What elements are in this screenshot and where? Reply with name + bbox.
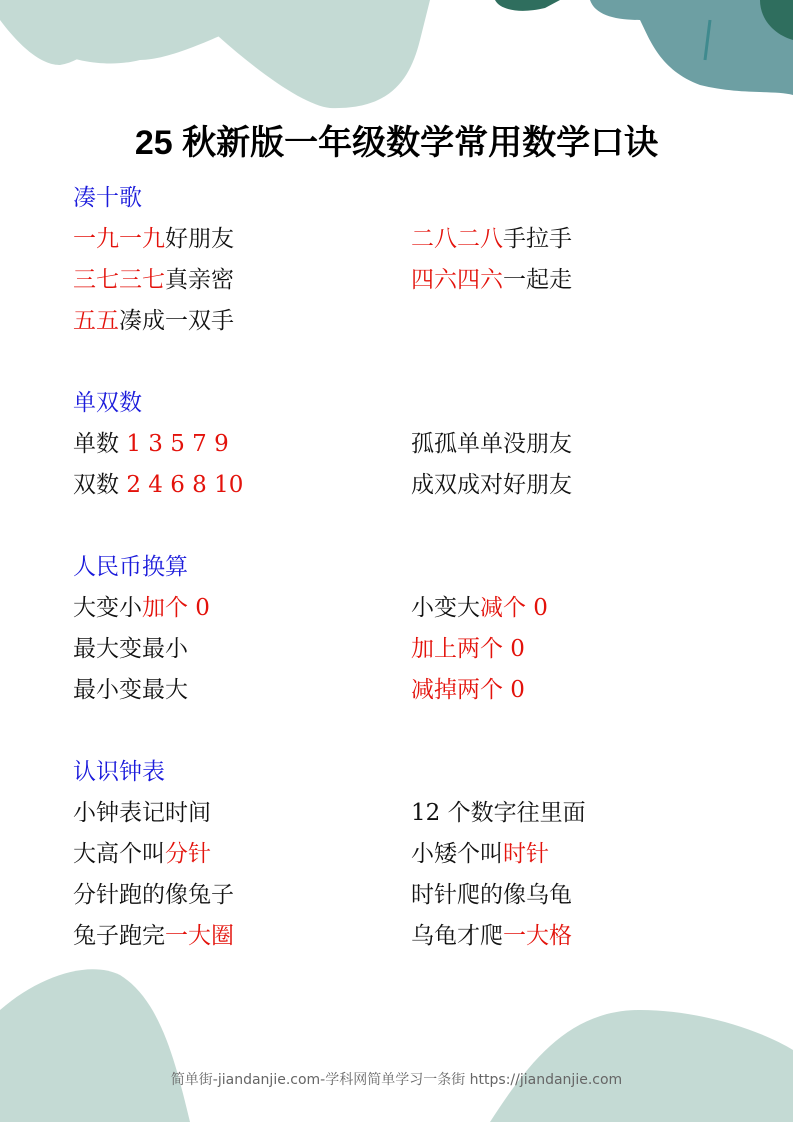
rhyme-text: 手拉手 bbox=[503, 226, 572, 252]
rhyme-text: 单数 bbox=[73, 431, 127, 457]
section-heading: 单双数 bbox=[73, 390, 142, 416]
rhyme-text: 成双成对好朋友 bbox=[411, 472, 572, 498]
rhyme-line-right bbox=[411, 922, 572, 950]
highlighted-text: 加个 0 bbox=[142, 595, 210, 621]
rhyme-line-left bbox=[73, 594, 210, 622]
leaf-dark-icon bbox=[495, 0, 560, 11]
rhyme-text: 乌龟才爬 bbox=[411, 923, 503, 949]
rhyme-line-right bbox=[411, 266, 572, 294]
section-heading: 人民币换算 bbox=[73, 554, 188, 580]
rhyme-line-left bbox=[73, 471, 243, 499]
footer-watermark: 简单街-jiandanjie.com-学科网简单学习一条街 https://jiandanjie.com bbox=[170, 1072, 623, 1088]
rhyme-line-right bbox=[411, 676, 525, 704]
highlighted-text: 2 4 6 8 10 bbox=[126, 472, 244, 498]
rhyme-line-left bbox=[73, 266, 234, 294]
rhyme-text: 兔子跑完 bbox=[73, 923, 165, 949]
rhyme-text: 大高个叫 bbox=[73, 841, 165, 867]
rhyme-text: 小矮个叫 bbox=[411, 841, 503, 867]
highlighted-text: 一大格 bbox=[503, 923, 572, 949]
highlighted-text: 一九一九 bbox=[73, 226, 165, 252]
highlighted-text: 1 3 5 7 9 bbox=[126, 431, 229, 457]
rhyme-line-left bbox=[73, 225, 234, 253]
rhyme-line-left bbox=[73, 922, 234, 950]
section-heading: 认识钟表 bbox=[73, 759, 165, 785]
highlighted-text: 四六四六 bbox=[411, 267, 503, 293]
highlighted-text: 减掉两个 0 bbox=[411, 677, 525, 703]
rhyme-text: 最大变最小 bbox=[73, 636, 188, 662]
rhyme-line-left bbox=[73, 676, 188, 704]
rhyme-line-right bbox=[411, 799, 586, 827]
bottom-left-hill-shape bbox=[0, 969, 190, 1122]
leaf-teal-shape bbox=[590, 0, 793, 95]
rhyme-text: 分针跑的像兔子 bbox=[73, 882, 234, 908]
bottom-right-hill-shape bbox=[490, 1010, 793, 1122]
rhyme-line-right bbox=[411, 471, 572, 499]
highlighted-text: 五五 bbox=[73, 308, 119, 334]
rhyme-line-right bbox=[411, 430, 572, 458]
rhyme-text: 大变小 bbox=[73, 595, 142, 621]
rhyme-text: 最小变最大 bbox=[73, 677, 188, 703]
rhyme-line-left bbox=[73, 307, 234, 335]
rhyme-line-left bbox=[73, 635, 188, 663]
highlighted-text: 一大圈 bbox=[165, 923, 234, 949]
rhyme-line-left bbox=[73, 799, 211, 827]
rhyme-text: 好朋友 bbox=[165, 226, 234, 252]
rhyme-line-right bbox=[411, 881, 572, 909]
highlighted-text: 减个 0 bbox=[480, 595, 548, 621]
highlighted-text: 三七三七 bbox=[73, 267, 165, 293]
rhyme-text: 小钟表记时间 bbox=[73, 800, 211, 826]
rhyme-text: 12 个数字往里面 bbox=[411, 800, 586, 826]
rhyme-line-right bbox=[411, 840, 549, 868]
highlighted-text: 分针 bbox=[165, 841, 211, 867]
page-title: 25 秋新版一年级数学常用数学口诀 bbox=[134, 124, 659, 162]
rhyme-text: 孤孤单单没朋友 bbox=[411, 431, 572, 457]
rhyme-line-left bbox=[73, 881, 234, 909]
rhyme-line-left bbox=[73, 840, 211, 868]
rhyme-text: 真亲密 bbox=[165, 267, 234, 293]
rhyme-text: 双数 bbox=[73, 472, 127, 498]
rhyme-line-right bbox=[411, 225, 572, 253]
rhyme-text: 凑成一双手 bbox=[119, 308, 234, 334]
rhyme-text: 一起走 bbox=[503, 267, 572, 293]
rhyme-text: 小变大 bbox=[411, 595, 480, 621]
highlighted-text: 时针 bbox=[503, 841, 549, 867]
rhyme-line-left bbox=[73, 430, 229, 458]
rhyme-text: 时针爬的像乌龟 bbox=[411, 882, 572, 908]
top-center-blob-shape bbox=[180, 0, 430, 108]
highlighted-text: 加上两个 0 bbox=[411, 636, 525, 662]
rhyme-line-right bbox=[411, 635, 525, 663]
rhyme-line-right bbox=[411, 594, 548, 622]
section-heading: 凑十歌 bbox=[73, 185, 142, 211]
highlighted-text: 二八二八 bbox=[411, 226, 503, 252]
